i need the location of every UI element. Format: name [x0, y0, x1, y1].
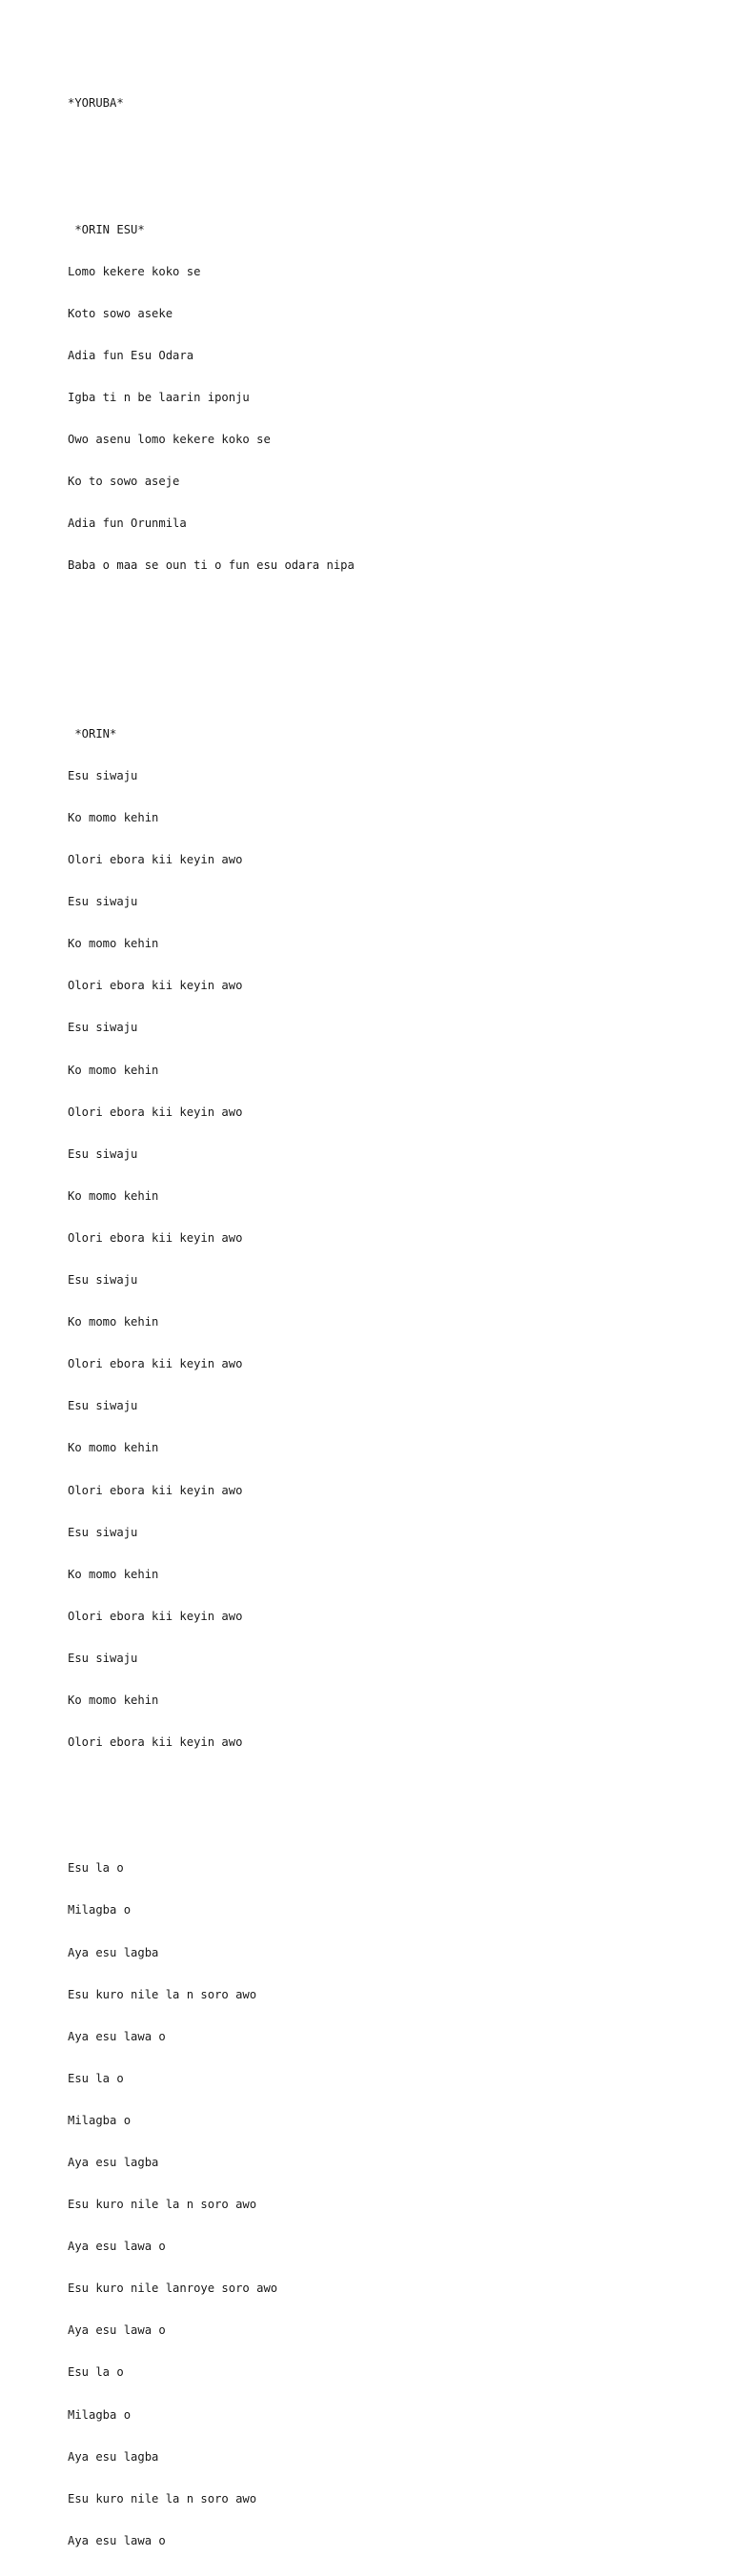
- text-line: [68, 1819, 355, 1834]
- text-line: Aya esu lawa o: [68, 2029, 166, 2043]
- text-line: Olori ebora kii keyin awo: [68, 1357, 243, 1371]
- text-line: [68, 643, 355, 658]
- text-line: *YORUBA*: [68, 96, 124, 111]
- text-line: Esu kuro nile lanroye soro awo: [68, 2282, 278, 2296]
- text-line: [68, 181, 355, 195]
- text-line: Aya esu lawa o: [68, 2323, 166, 2338]
- text-line: Milagba o: [68, 2113, 132, 2127]
- text-line: Aya esu lawa o: [68, 2240, 166, 2254]
- text-line: Koto sowo aseke: [68, 306, 173, 320]
- text-line: Esu siwaju: [68, 1146, 138, 1161]
- text-line: Ko momo kehin: [68, 1693, 159, 1707]
- text-line: Esu la o: [68, 1861, 124, 1876]
- text-line: Ko momo kehin: [68, 1188, 159, 1203]
- text-line: Esu siwaju: [68, 1525, 138, 1539]
- text-line: Esu kuro nile la n soro awo: [68, 1987, 257, 2001]
- text-line: Aya esu lagba: [68, 2156, 159, 2169]
- text-line: Ko to sowo aseje: [68, 475, 180, 489]
- text-line: Ko momo kehin: [68, 1063, 159, 1077]
- text-line: [68, 601, 355, 616]
- text-line: Owo asenu lomo kekere koko se: [68, 433, 271, 447]
- document-text: [68, 69, 355, 2576]
- text-line: Esu siwaju: [68, 1651, 138, 1665]
- text-line: Esu la o: [68, 2071, 124, 2085]
- text-line: Esu kuro nile la n soro awo: [68, 2198, 257, 2212]
- text-line: Adia fun Orunmila: [68, 517, 187, 531]
- text-line: Esu siwaju: [68, 1273, 138, 1288]
- text-line: Olori ebora kii keyin awo: [68, 1735, 243, 1750]
- text-line: Olori ebora kii keyin awo: [68, 979, 243, 993]
- text-line: Milagba o: [68, 1903, 132, 1917]
- text-line: Milagba o: [68, 2407, 132, 2422]
- text-line: Esu kuro nile la n soro awo: [68, 2491, 257, 2505]
- text-line: Aya esu lagba: [68, 1945, 159, 1959]
- text-line: Ko momo kehin: [68, 937, 159, 951]
- text-line: Ko momo kehin: [68, 1315, 159, 1329]
- text-line: *ORIN ESU*: [68, 222, 145, 236]
- text-line: Olori ebora kii keyin awo: [68, 1105, 243, 1119]
- text-line: Esu la o: [68, 2365, 124, 2380]
- text-line: Olori ebora kii keyin awo: [68, 853, 243, 867]
- text-line: *ORIN*: [68, 726, 117, 740]
- text-line: Baba o maa se oun ti o fun esu odara nipa: [68, 558, 355, 573]
- text-line: Ko momo kehin: [68, 811, 159, 824]
- text-line: [68, 1777, 355, 1792]
- text-line: Aya esu lawa o: [68, 2533, 166, 2547]
- text-line: Olori ebora kii keyin awo: [68, 1483, 243, 1497]
- text-line: Esu siwaju: [68, 895, 138, 909]
- text-line: Esu siwaju: [68, 768, 138, 782]
- text-line: Esu siwaju: [68, 1021, 138, 1035]
- text-line: Olori ebora kii keyin awo: [68, 1230, 243, 1245]
- text-line: [68, 139, 355, 153]
- text-line: Igba ti n be laarin iponju: [68, 391, 250, 405]
- text-line: Aya esu lagba: [68, 2449, 159, 2464]
- text-line: Lomo kekere koko se: [68, 264, 201, 278]
- text-line: [68, 685, 355, 700]
- text-line: Esu siwaju: [68, 1399, 138, 1413]
- text-line: Olori ebora kii keyin awo: [68, 1609, 243, 1623]
- text-line: Adia fun Esu Odara: [68, 348, 194, 362]
- text-line: Ko momo kehin: [68, 1567, 159, 1581]
- text-line: Ko momo kehin: [68, 1441, 159, 1455]
